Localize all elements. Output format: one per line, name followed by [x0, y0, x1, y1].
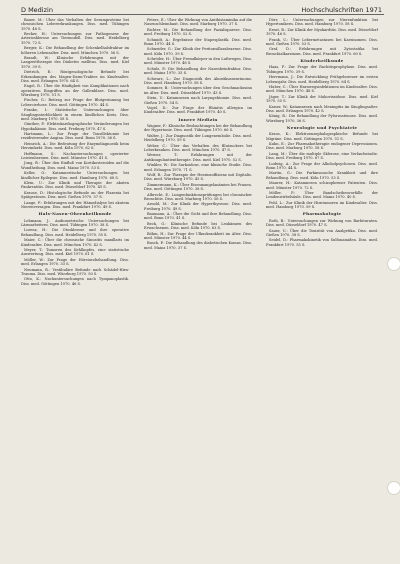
bibliography-entry: Klein, U.: Zur Klinik und Therapie der akuten Pankreatitis. Diss. med. Düsseldorf 1970. 45 S. [21, 181, 129, 190]
bibliography-entry: Graf, D.: Erfahrungen mit Zytostatika bei Bronchialkarzinom. Diss. med. Frankfurt 1970. 60 S. [266, 47, 378, 56]
bibliography-entry: Lorenz, H.: Die Otosklerose und ihre operative Behandlung. Diss. med. Heidelberg 1970. 55 S. [21, 228, 129, 237]
bibliography-entry: Berger, K.: Die Behandlung der Schenkelhalsfraktur im höheren Lebensalter. Diss. med. München 1970. 56 S. [21, 46, 129, 55]
bibliography-entry: Haas, F.: Zur Frage der Rachitisprophylaxe. Diss. med. Tübingen 1970. 39 S. [266, 65, 378, 74]
bibliography-entry: Meyer, T.: Tumoren des Kehlkopfes, eine statistische Auswertung. Diss. med. Kiel 1970. 61 S. [21, 247, 129, 257]
bibliography-entry: Albrecht, E.: Lungenfunktionsprüfungen bei chronischer Bronchitis. Diss. med. Marburg 1970. 56 S. [144, 192, 252, 201]
bibliography-entry: Lange, F.: Erfahrungen mit der Hämodialyse bei akutem Nierenversagen. Diss. med. Frankfurt 1970. 49 S. [21, 200, 129, 209]
bibliography-entry: Zimmermann, K.: Über Eisenmangelanämien bei Frauen. Diss. med. Göttingen 1970. 38 S. [144, 182, 252, 192]
bibliography-entry: Arnold, M.: Zur Klinik der Hyperthyreose. Diss. med. Freiburg 1970. 49 S. [144, 202, 252, 211]
bibliography-entry: Jäger, T.: Zur Klinik der Mukoviszidose. Diss. med. Kiel 1970. 55 S. [266, 94, 378, 104]
section-heading: Kinderheilkunde [300, 58, 344, 64]
text-column-3 [266, 18, 378, 553]
header-rule [21, 14, 384, 15]
bibliography-entry: Schröder, H.: Über Fremdkörper in den Luftwegen. Diss. med. Münster 1970. 48 S. [144, 57, 252, 66]
bibliography-entry: Frank, U.: Über Lebermetastasen bei Karzinomen. Diss. med. Gießen 1970. 53 S. [266, 37, 378, 46]
bibliography-entry: Sommer, B.: Untersuchungen über den Geschmackssinn im Alter. Diss. med. Düsseldorf 1970. 43 S. [144, 86, 252, 95]
bibliography-entry: Huber, C.: Über Harnwegsinfektionen im Kindesalter. Diss. med. München 1970. 48 S. [266, 84, 378, 94]
bibliography-entry: Wolf, R.: Zur Therapie der Herzinsuffizienz mit Digitalis. Diss. med. Würzburg 1970. 45 S. [144, 172, 252, 182]
bibliography-entry: Neumann, R.: Vestibuläre Befunde nach Schädel-Hirn-Trauma. Diss. med. Würzburg 1970. 50 S. [21, 267, 129, 276]
bibliography-entry: Dörr, L.: Untersuchungen zur Nierenfunktion bei Hypertonikern. Diss. med. Hamburg 1970. 58 S. [266, 18, 378, 27]
bibliography-entry: Maurer, H.: Katamnesen schizophrener Patienten. Diss. med. Münster 1970. 72 S. [266, 181, 378, 190]
punch-hole [387, 257, 400, 271]
bibliography-entry: Becker, H.: Untersuchungen zur Pathogenese der Arteriosklerose am Tiermodell. Diss. med. Heidelberg 1970. 72 S. [21, 32, 129, 45]
bibliography-entry: Schulz, P.: Die Behandlung der Nasenbeinfraktur. Diss. med. Mainz 1970. 35 S. [144, 66, 252, 76]
bibliography-entry: Böhm, H.: Zur Frage der Ulkuskrankheit im Alter. Diss. med. Münster 1970. 44 S. [144, 231, 252, 240]
bibliography-entry: Krause, D.: Histologische Befunde an der Plazenta bei Spätgestosen. Diss. med. Gießen 1970. 57 S. [21, 190, 129, 200]
bibliography-entry: Baumann, A.: Über die Gicht und ihre Behandlung. Diss. med. Bonn 1970. 41 S. [144, 212, 252, 221]
bibliography-entry: Lang, M.: Über die multiple Sklerose, eine Verlaufsstudie. Diss. med. Freiburg 1970. 67 S. [266, 151, 378, 161]
bibliography-entry: Möller, W.: Zur Frage der Hörsturzbehandlung. Diss. med. Erlangen 1970. 33 S. [21, 257, 129, 267]
bibliography-entry: Werner, T.: Erfahrungen mit der Antikoagulantientherapie. Diss. med. Kiel 1970. 52 S. [144, 153, 252, 162]
bibliography-entry: Kaiser, W.: Katamnesen nach Meningitis im Säuglingsalter. Diss. med. Erlangen 1970. 42 S. [266, 104, 378, 113]
bibliography-entry: Winkler, W.: Die Sarkoidose, eine klinische Studie. Diss. med. Erlangen 1970. 71 S. [144, 163, 252, 172]
bibliography-entry: Busch, P.: Die Behandlung des diabetischen Komas. Diss. med. Mainz 1970. 37 S. [144, 241, 252, 250]
bibliography-entry: Beck, G.: Klinische Befunde bei Leukämien des Erwachsenen. Diss. med. Köln 1970. 63 S. [144, 221, 252, 231]
bibliography-entry: Vogel, D.: Zur Frage der Rhinitis allergica im Kindesalter. Diss. med. Frankfurt 1970. 40 S. [144, 106, 252, 115]
bibliography-entry: Richter, M.: Die Behandlung der Fazialisparese. Diss. med. Freiburg 1970. 52 S. [144, 27, 252, 37]
bibliography-entry: Schwarz, L.: Zur Diagnostik des Akustikusneurinoms. Diss. med. Hamburg 1970. 58 S. [144, 76, 252, 86]
section-heading: Innere Medizin [178, 116, 218, 122]
bibliography-entry: Weber, C.: Über das Verhalten des Blutzuckers bei Leberkranken. Diss. med. München 1970. 47 S. [144, 143, 252, 152]
bibliography-entry: Ludwig, A.: Zur Frage der Alkoholpsychosen. Diss. med. Bonn 1970. 44 S. [266, 161, 378, 170]
running-header-section: D Medizin [21, 6, 53, 14]
bibliography-entry: Maier, C.: Über die chronische Sinusitis maxillaris im Kindesalter. Diss. med. München 1970. 42 S. [21, 238, 129, 247]
bibliography-entry: Peters, E.: Über die Wirkung von Antihistaminika auf die Nasenschleimhaut. Diss. med. Marburg 1970. 37 S. [144, 18, 252, 27]
bibliography-entry: Roth, B.: Untersuchungen zur Wirkung von Barbituraten. Diss. med. Düsseldorf 1970. 47 S. [266, 218, 378, 228]
bibliography-entry: Kuhn, E.: Zur Pharmakotherapie endogener Depressionen. Diss. med. Marburg 1970. 58 S. [266, 142, 378, 151]
bibliography-entry: Heinrich, A.: Die Bedeutung der Enzymdiagnostik beim Herzinfarkt. Diss. med. Köln 1970. 62 S. [21, 141, 129, 151]
bibliography-entry: Brandt, W.: Klinische Erfahrungen mit der Langzeittherapie des Diabetes mellitus. Diss. med. Kiel 1970. 39 S. [21, 56, 129, 69]
running-header-title: Hochschulschriften 1971 [301, 6, 382, 14]
section-heading: Hals-Nasen-Ohrenheilkunde [38, 211, 112, 217]
bibliography-entry: Herrmann, J.: Die Entwicklung Frühgeborener im ersten Lebensjahr. Diss. med. Heidelberg 1970. 64 S. [266, 75, 378, 84]
bibliography-entry: Lehmann, J.: Audiometrische Untersuchungen bei Lärmarbeitern. Diss. med. Tübingen 1970. 38 S. [21, 218, 129, 227]
bibliography-entry: Ernst, B.: Zur Klinik der Myokarditis. Diss. med. Düsseldorf 1970. 46 S. [266, 27, 378, 37]
section-heading: Neurologie und Psychiatrie [286, 124, 358, 130]
bibliography-entry: Walter, J.: Zur Diagnostik der Lungenembolie. Diss. med. Heidelberg 1970. 59 S. [144, 133, 252, 143]
bibliography-entry: Pohl, L.: Zur Klinik der Hirntumoren im Kindesalter. Diss. med. Hamburg 1970. 59 S. [266, 200, 378, 210]
bibliography-entry: Stein, U.: Katamnesen nach Laryngektomie. Diss. med. Gießen 1970. 54 S. [144, 96, 252, 105]
bibliography-entry: Fischer, G.: Beitrag zur Frage der Blutgerinnung bei Lebercirrhose. Diss. med. Göttingen 1970. 44 S. [21, 98, 129, 107]
bibliography-entry: Bauer, M.: Über das Verhalten der Serumproteine bei chronischen Lebererkrankungen. Diss. med. Tübingen 1970. 48 S. [21, 18, 129, 31]
punch-hole [387, 481, 400, 495]
bibliography-entry: Franke, I.: Statistische Untersuchungen über Säuglingssterblichkeit in einem ländlichen Kreis. Diss. med. Marburg 1970. 58 S. [21, 108, 129, 121]
text-column-2 [144, 18, 252, 553]
bibliography-entry: Schmidt, A.: Ergebnisse der Stapesplastik. Diss. med. Bonn 1970. 44 S. [144, 37, 252, 46]
bibliography-entry: Schneider, G.: Zur Klinik der Peritonsillarabszesse. Diss. med. Köln 1970. 39 S. [144, 47, 252, 56]
bibliography-entry: Seidel, D.: Pharmakokinetik von Sulfonamiden. Diss. med. Frankfurt 1970. 55 S. [266, 238, 378, 247]
section-heading: Pharmakologie [302, 211, 342, 217]
bibliography-entry: König, R.: Die Behandlung der Pylorusstenose. Diss. med. Würzburg 1970. 36 S. [266, 114, 378, 123]
bibliography-entry: Hartmann, L.: Zur Frage der Tonsillektomie bei rezidivierender Angina. Diss. med. Bonn 1970. 36 S. [21, 132, 129, 141]
bibliography-entry: Otto, K.: Nachuntersuchungen nach Tympanoplastik. Diss. med. Göttingen 1970. 46 S. [21, 277, 129, 286]
bibliography-entry: Engel, R.: Über die Häufigkeit von Komplikationen nach operativen Eingriffen an der Gallenblase. Diss. med. Würzburg 1970. 51 S. [21, 84, 129, 97]
bibliography-entry: Dietrich, E.: Röntgenologische Befunde bei Erkrankungen des Magen-Darm-Traktes im Kindesalter. Diss. med. Erlangen 1970. 64 S. [21, 70, 129, 83]
bibliography-entry: Keller, O.: Katamnestische Untersuchungen bei kindlicher Epilepsie. Diss. med. Hamburg 1970. 68 S. [21, 171, 129, 180]
text-column-1 [21, 18, 129, 553]
bibliography-entry: Sauer, U.: Über die Toxizität von Analgetika. Diss. med. Gießen 1970. 38 S. [266, 228, 378, 237]
bibliography-entry: Jung, B.: Über den Einfluß von Kortikosteroiden auf die Wundheilung. Diss. med. Mainz 1970. 53 S. [21, 161, 129, 170]
bibliography-entry: Kraus, K.: Elektroenzephalographische Befunde bei Migräne. Diss. med. Göttingen 1970. 51 S. [266, 132, 378, 141]
bibliography-entry: Günther, P.: Elektrokardiographische Veränderungen bei Hypokaliämie. Diss. med. Freiburg 1970. 47 S. [21, 122, 129, 131]
bibliography-entry: Martin, G.: Die Parkinsonsche Krankheit und ihre Behandlung. Diss. med. Köln 1970. 53 S. [266, 171, 378, 180]
bibliography-entry: Möller, P.: Über Bandscheibenvorfälle der Lendenwirbelsäule. Diss. med. Mainz 1970. 40 S. [266, 191, 378, 200]
bibliography-entry: Hoffmann, S.: Nachuntersuchungen operierter Leistenhernien. Diss. med. Münster 1970. 41 S. [21, 151, 129, 160]
bibliography-entry: Wagner, F.: Klinische Beobachtungen bei der Behandlung der Hypertonie. Diss. med. Tübingen 1970. 66 S. [144, 124, 252, 133]
